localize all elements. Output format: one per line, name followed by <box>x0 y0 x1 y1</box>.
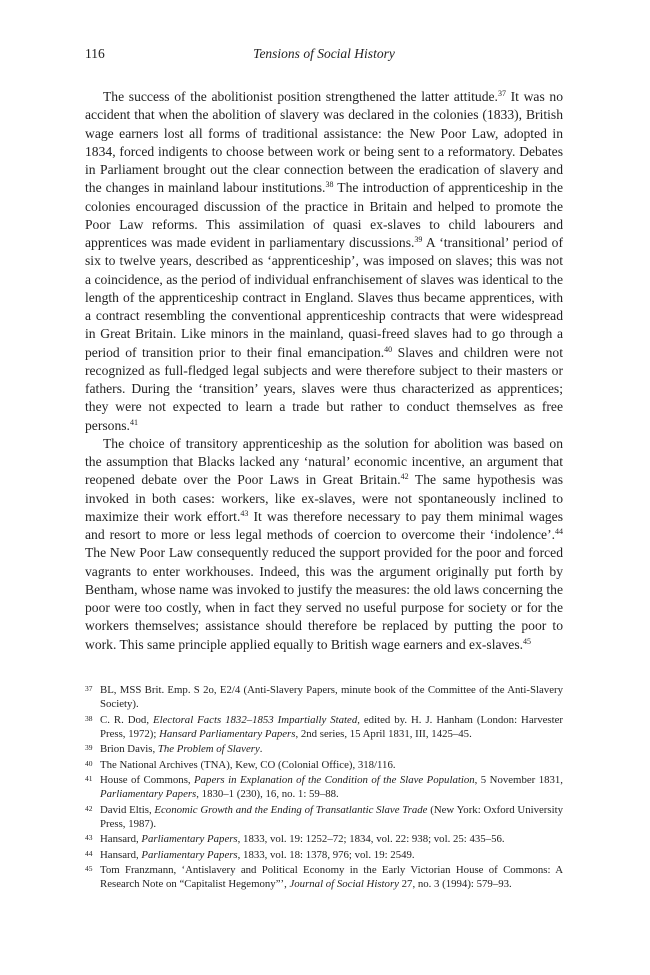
footnote <box>85 848 563 862</box>
footnote <box>85 683 563 711</box>
footnote-ref: 44 <box>555 527 563 536</box>
running-head: Tensions of Social History <box>253 46 395 61</box>
footnote-number: 38 <box>85 713 93 723</box>
footnote <box>85 742 563 756</box>
body-text <box>85 88 563 654</box>
footnote-text: C. R. Dod, Electoral Facts 1832–1853 Impartially Stated, edited by. H. J. Hanham (London: Harvester Press, 1972); Hansard Parliamentary Papers, 2nd series, 15 April 1831, III, 1425–45. <box>100 713 563 740</box>
footnote-ref: 42 <box>400 472 409 482</box>
footnote <box>85 803 563 831</box>
italic-title: Papers in Explanation of the Condition of the Slave Population <box>194 774 475 786</box>
footnote-ref: 38 <box>325 180 334 190</box>
footnote <box>85 832 563 846</box>
italic-title: Hansard Parliamentary Papers <box>159 727 296 740</box>
footnotes <box>85 683 563 893</box>
italic-title: Economic Growth and the Ending of Transatlantic Slave Trade <box>154 803 428 816</box>
footnote-ref: 43 <box>240 508 249 518</box>
footnote <box>85 758 563 772</box>
page-number: 116 <box>85 46 105 61</box>
footnote-text: Brion Davis, The Problem of Slavery. <box>100 743 263 755</box>
italic-title: Electoral Facts 1832–1853 Impartially Stated <box>153 713 358 726</box>
footnote-number: 39 <box>85 743 93 752</box>
footnote-number: 42 <box>85 803 93 813</box>
footnote-number: 41 <box>85 774 93 783</box>
footnote-number: 43 <box>85 833 93 842</box>
footnote-ref: 37 <box>497 89 506 98</box>
paragraph: The success of the abolitionist position strengthened the latter attitude.$^{37}$ It was no accident that when the abolition of slavery was declared in the colonies (1833), British wage earners lost all forms of traditional assistance: the New Poor Law, adopted in 1834, forced indigents to choose between work or being sent to a reformatory. Debates in Parliament brought out the clear connection between the eradication of slavery and the changes in mainland labour institutions.$^{38}$ The introduction of apprenticeship in the colonies encouraged discussion of the practice in Britain and helped to promote the Poor Law reforms. This assimilation of quasi ex-slaves to child labourers and apprentices was made evident in parliamentary discussions.$^{39}$ A ‘transitional’ period of six to twelve years, described as ‘apprenticeship’, was imposed on slaves; this was not a coincidence, as the period of individual enfranchisement of slaves was identical to the length of the apprenticeship contract in England. Slaves thus became apprentices, with a contract resembling the conventional apprenticeship contracts that were widespread in Great Britain. Like minors in the mainland, quasi-freed slaves had to go through a period of transition prior to their final emancipation.$^{40}$ Slaves and children were not recognized as full-fledged legal subjects and were therefore subject to their masters or fathers. During the ‘transition’ years, slaves were thus characterized as apprentices; they were not expected to learn a trade but rather to conduct themselves as free persons.$^{41}$ <box>85 89 564 433</box>
page-header <box>85 46 563 64</box>
footnote-number: 44 <box>85 848 93 858</box>
footnote-text: Tom Franzmann, ‘Antislavery and Political Economy in the Early Victorian House of Commons: A Research Note on “Capitalist Hegemony”’, Journal of Social History 27, no. 3 (1994): 579–93. <box>100 864 563 890</box>
paragraph: The choice of transitory apprenticeship as the solution for abolition was based on the assumption that Blacks lacked any ‘natural’ economic incentive, an argument that reopened debate over the Poor Laws in Great Britain.$^{42}$ The same hypothesis was invoked in both cases: workers, like ex-slaves, were not spontaneously inclined to maximize their work effort.$^{43}$ It was therefore necessary to pay them minimal wages and resort to more or less legal methods of coercion to overcome their ‘indolence’.$^{44}$ The New Poor Law consequently reduced the support provided for the poor and forced vagrants to enter workhouses. Indeed, this was the argument originally put forth by Bentham, whose name was invoked to justify the measures: the old laws concerning the poor were too costly, when in fact they served no useful purpose for society or for the workers themselves; assistance should therefore be replaced by putting the poor to work. This same principle applied equally to British wage earners and ex-slaves.$^{45}$ <box>85 435 563 652</box>
italic-title: Parliamentary Papers <box>141 848 238 861</box>
footnote-text: Hansard, Parliamentary Papers, 1833, vol. 19: 1252–72; 1834, vol. 22: 938; vol. 25: 435–56. <box>100 833 505 845</box>
italic-title: Parliamentary Papers <box>141 833 238 845</box>
footnote-ref: 41 <box>129 417 138 427</box>
footnote-text: The National Archives (TNA), Kew, CO (Colonial Office), 318/116. <box>100 758 396 771</box>
footnote-text: David Eltis, Economic Growth and the Ending of Transatlantic Slave Trade (New York: Oxford University Press, 1987). <box>100 803 563 830</box>
footnote-text: House of Commons, Papers in Explanation of the Condition of the Slave Population, 5 November 1831, Parliamentary Papers, 1830–1 (230), 16, no. 1: 59–88. <box>100 774 563 800</box>
footnote-text: BL, MSS Brit. Emp. S 2o, E2/4 (Anti-Slavery Papers, minute book of the Committee of the Anti-Slavery Society). <box>100 684 563 710</box>
footnote-ref: 40 <box>384 344 393 354</box>
footnote <box>85 863 563 891</box>
italic-title: Parliamentary Papers <box>100 788 197 800</box>
footnote-ref: 39 <box>414 235 423 244</box>
footnote-number: 45 <box>85 864 93 873</box>
footnote <box>85 773 563 801</box>
footnote <box>85 713 563 741</box>
footnote-ref: 45 <box>523 636 532 646</box>
footnote-number: 37 <box>85 684 93 693</box>
footnote-number: 40 <box>85 758 93 768</box>
footnote-text: Hansard, Parliamentary Papers, 1833, vol. 18: 1378, 976; vol. 19: 2549. <box>100 848 415 861</box>
italic-title: The Problem of Slavery <box>157 743 260 755</box>
italic-title: Journal of Social History <box>289 878 399 890</box>
